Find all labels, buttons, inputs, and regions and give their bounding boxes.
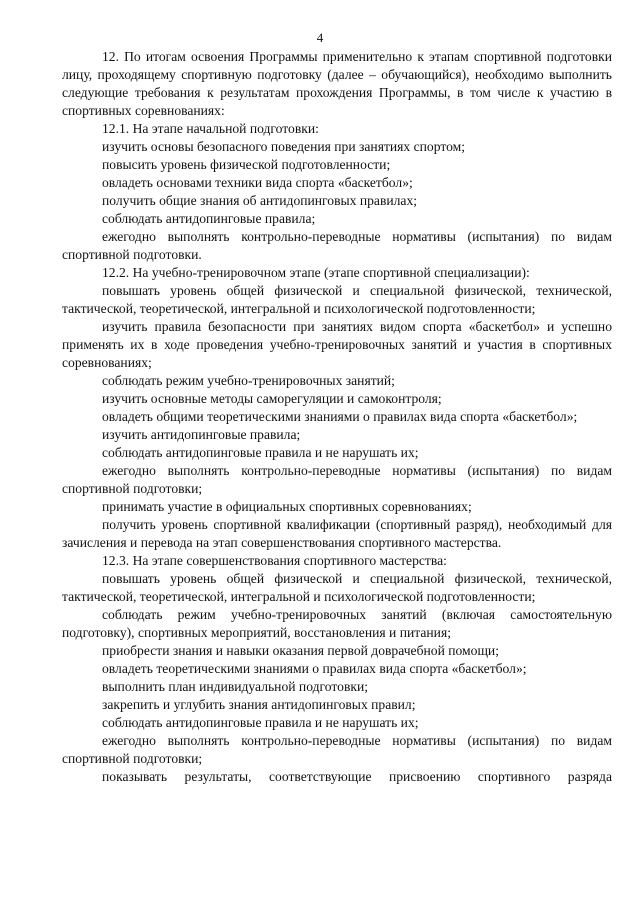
- list-item: изучить основные методы саморегуляции и самоконтроля;: [102, 391, 442, 406]
- list-item: принимать участие в официальных спортивных соревнованиях;: [102, 499, 472, 514]
- list-item: получить уровень спортивной квалификации (спортивный разряд), необходимый для зачисления и перевода на этап совершенствования спортивного мастерства.: [62, 517, 612, 550]
- heading-12-3: 12.3. На этапе совершенствования спортивного мастерства:: [102, 553, 447, 568]
- list-item: соблюдать антидопинговые правила и не нарушать их;: [102, 715, 419, 730]
- list-item: ежегодно выполнять контрольно-переводные нормативы (испытания) по видам спортивной подготовки.: [62, 229, 612, 262]
- document-body: [62, 48, 612, 786]
- list-item: повышать уровень общей физической и специальной физической, технической, тактической, теоретической, интегральной и психологической подготовленности;: [62, 571, 612, 604]
- list-item: соблюдать антидопинговые правила и не нарушать их;: [102, 445, 419, 460]
- list-item: приобрести знания и навыки оказания первой доврачебной помощи;: [102, 643, 499, 658]
- list-item: закрепить и углубить знания антидопинговых правил;: [102, 697, 416, 712]
- list-item: соблюдать режим учебно-тренировочных занятий;: [102, 373, 395, 388]
- list-item: получить общие знания об антидопинговых правилах;: [102, 193, 418, 208]
- page-number: 4: [316, 30, 324, 45]
- list-item: повышать уровень общей физической и специальной физической, технической, тактической, теоретической, интегральной и психологической подготовленности;: [62, 283, 612, 316]
- list-item: показывать результаты, соответствующие присвоению спортивного разряда: [102, 769, 612, 784]
- list-item: изучить антидопинговые правила;: [102, 427, 301, 442]
- heading-12-2: 12.2. На учебно-тренировочном этапе (этапе спортивной специализации):: [102, 265, 530, 280]
- list-item: соблюдать режим учебно-тренировочных занятий (включая самостоятельную подготовку), спортивных мероприятий, восстановления и питания;: [62, 607, 612, 640]
- list-item: ежегодно выполнять контрольно-переводные нормативы (испытания) по видам спортивной подготовки;: [62, 733, 612, 766]
- list-item: овладеть теоретическими знаниями о правилах вида спорта «баскетбол»;: [102, 661, 527, 676]
- list-item: овладеть основами техники вида спорта «баскетбол»;: [102, 175, 413, 190]
- list-item: выполнить план индивидуальной подготовки;: [102, 679, 369, 694]
- list-item: повысить уровень физической подготовленности;: [102, 157, 391, 172]
- heading-12-1: 12.1. На этапе начальной подготовки:: [102, 121, 319, 136]
- list-item: соблюдать антидопинговые правила;: [102, 211, 316, 226]
- list-item: изучить основы безопасного поведения при занятиях спортом;: [102, 139, 466, 154]
- list-item: изучить правила безопасности при занятиях видом спорта «баскетбол» и успешно применять их в ходе проведения учебно-тренировочных занятий и участия в спортивных соревнованиях;: [62, 319, 612, 370]
- paragraph-12-intro: 12. По итогам освоения Программы применительно к этапам спортивной подготовки лицу, проходящему спортивную подготовку (далее – обучающийся), необходимо выполнить следующие требования к результатам прохождения Программы, в том числе к участию в спортивных соревнованиях:: [62, 49, 612, 118]
- list-item: овладеть общими теоретическими знаниями о правилах вида спорта «баскетбол»;: [102, 409, 578, 424]
- list-item: ежегодно выполнять контрольно-переводные нормативы (испытания) по видам спортивной подготовки;: [62, 463, 612, 496]
